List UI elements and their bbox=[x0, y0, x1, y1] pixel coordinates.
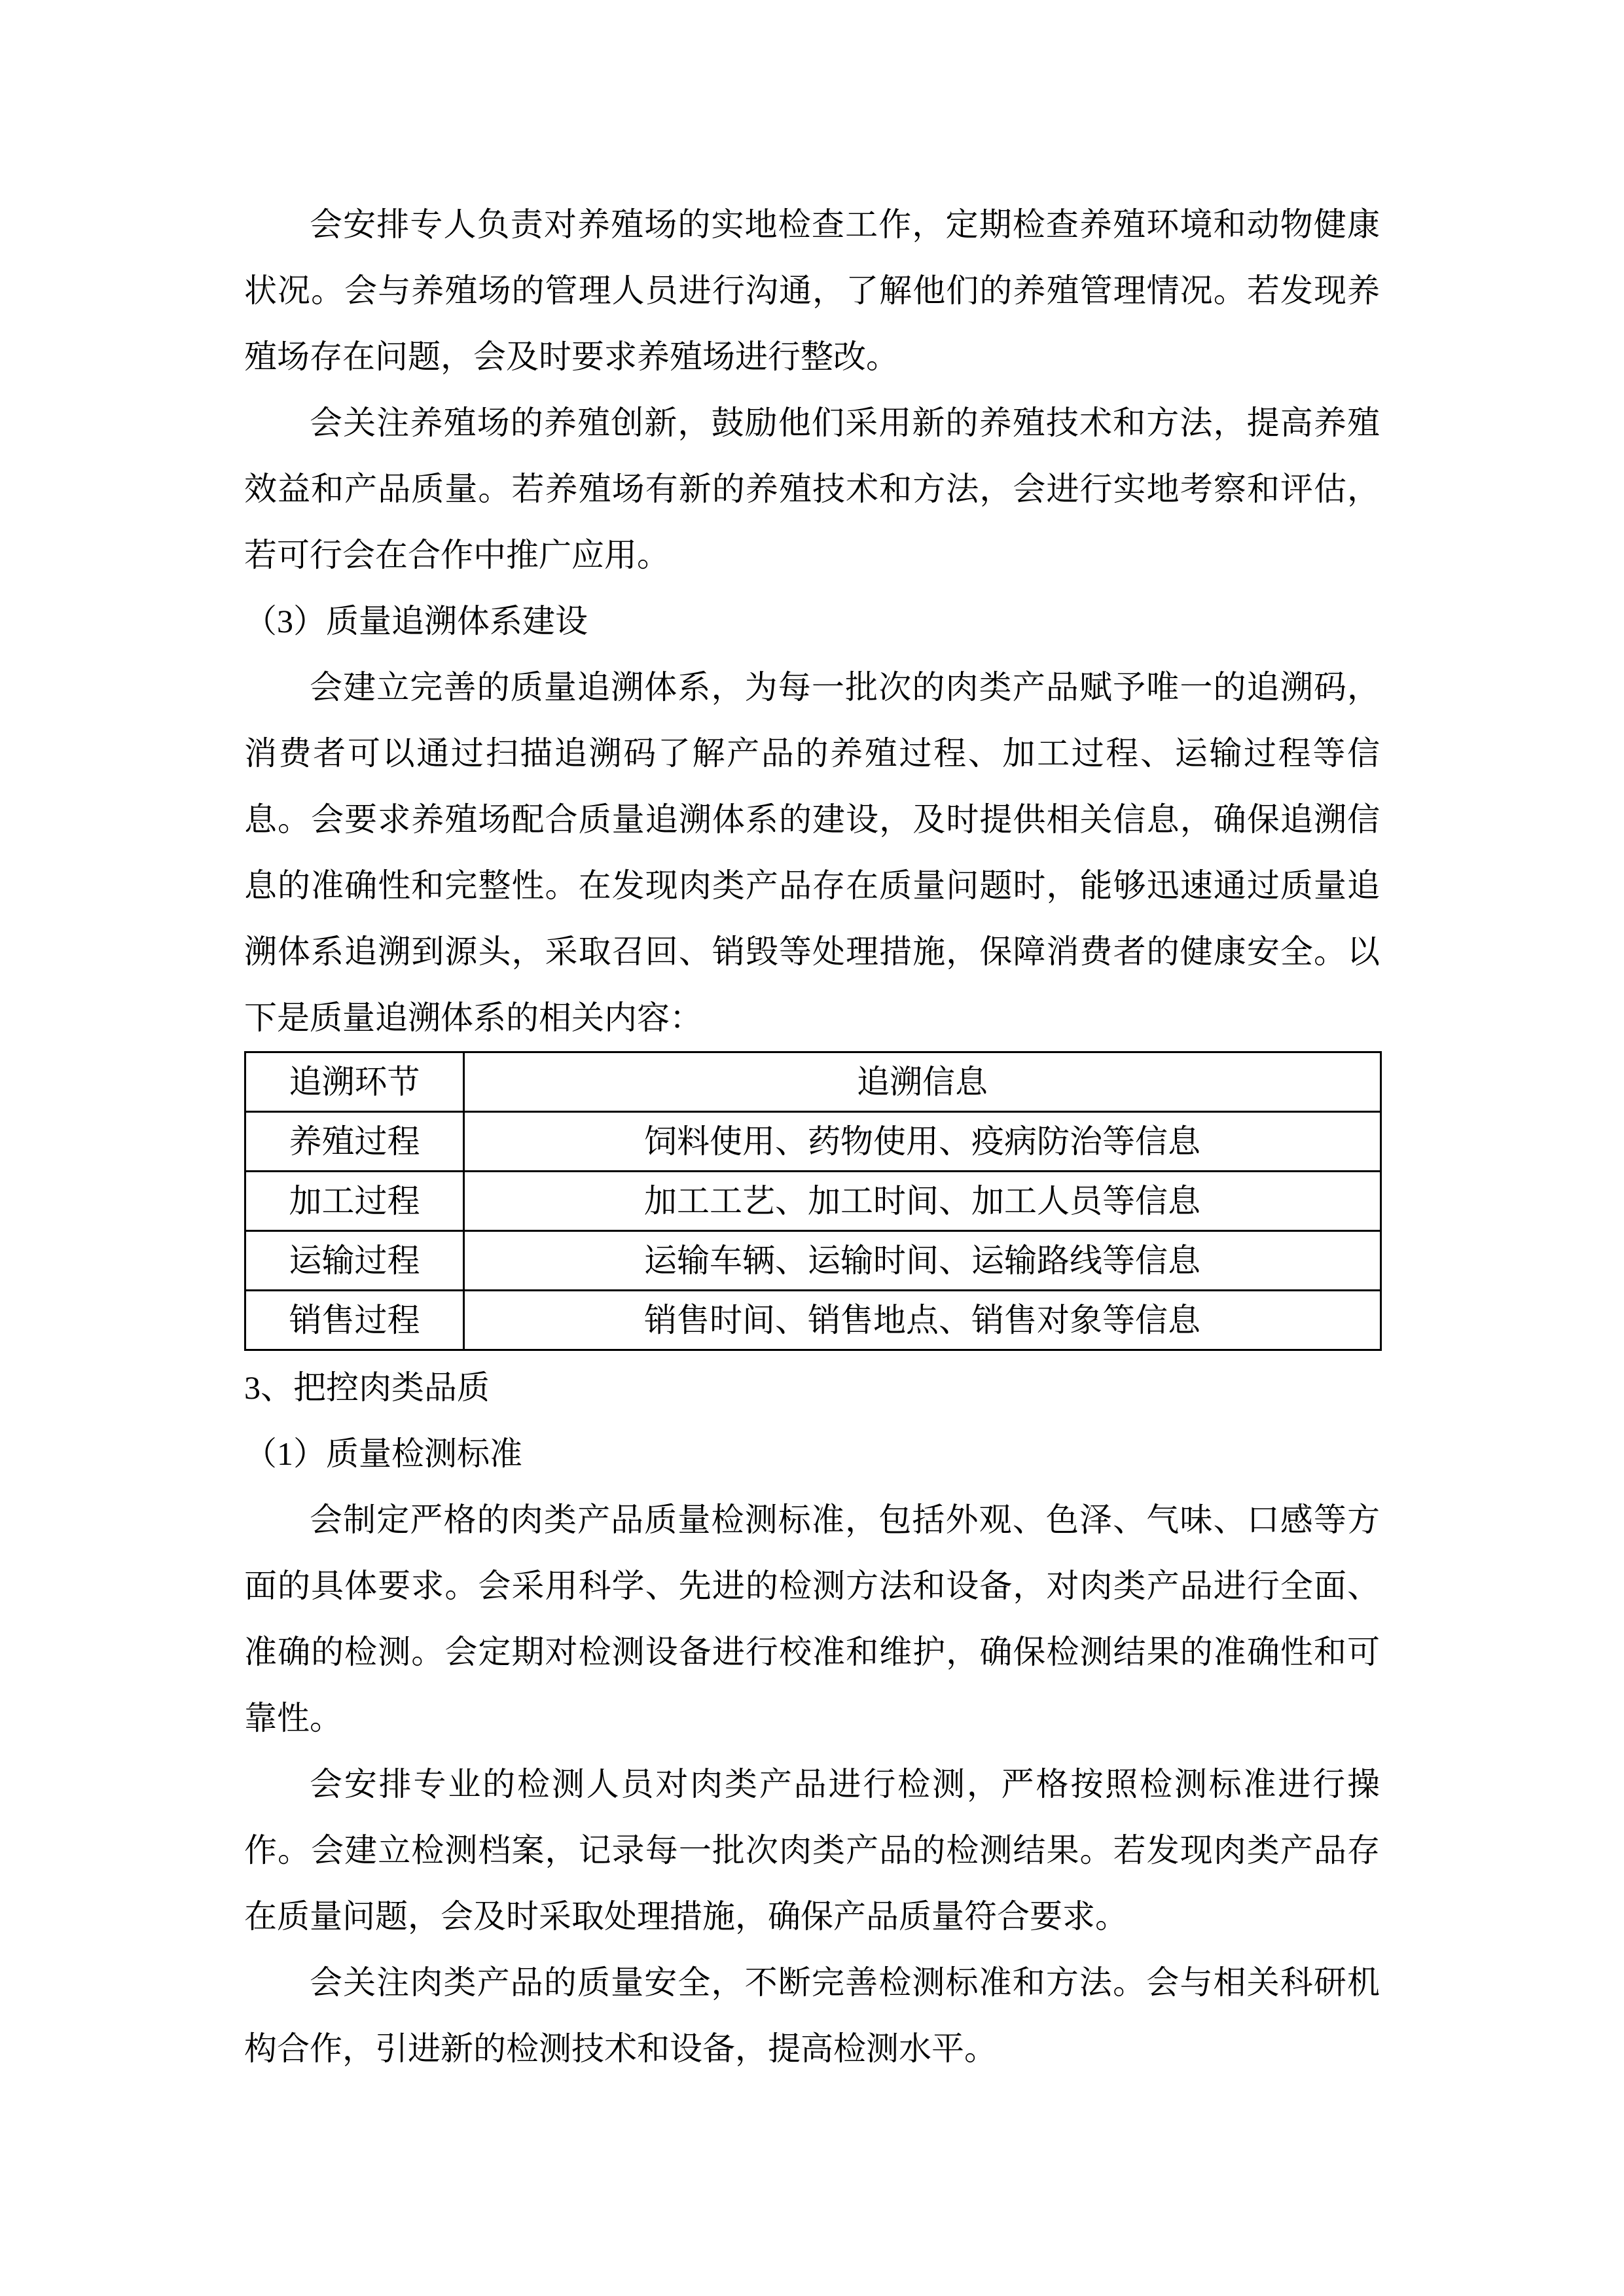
heading-quality-testing-standard: （1）质量检测标准 bbox=[244, 1435, 522, 1472]
paragraph-traceability-system: 会建立完善的质量追溯体系，为每一批次的肉类产品赋予唯一的追溯码，消费者可以通过扫描追溯码了解产品的养殖过程、加工过程、运输过程等信息。会要求养殖场配合质量追溯体系的建设，及时提供相关信息，确保追溯信息的准确性和完整性。在发现肉类产品存在质量问题时，能够迅速通过质量追溯体系追溯到源头，采取召回、销毁等处理措施，保障消费者的健康安全。以下是质量追溯体系的相关内容： bbox=[244, 669, 1380, 1036]
paragraph-testing-improvement: 会关注肉类产品的质量安全，不断完善检测标准和方法。会与相关科研机构合作，引进新的检测技术和设备，提高检测水平。 bbox=[244, 1964, 1380, 2067]
table-row bbox=[245, 1291, 1381, 1350]
table-row bbox=[245, 1172, 1381, 1231]
paragraph-farm-inspection: 会安排专人负责对养殖场的实地检查工作，定期检查养殖环境和动物健康状况。会与养殖场的管理人员进行沟通，了解他们的养殖管理情况。若发现养殖场存在问题，会及时要求养殖场进行整改。 bbox=[244, 206, 1380, 375]
table-cell-info: 加工工艺、加工时间、加工人员等信息 bbox=[464, 1172, 1381, 1231]
table-cell-info: 销售时间、销售地点、销售对象等信息 bbox=[464, 1291, 1381, 1350]
table-header-row bbox=[245, 1052, 1381, 1112]
table-header-stage: 追溯环节 bbox=[245, 1052, 464, 1112]
traceability-table bbox=[244, 1051, 1382, 1351]
heading-traceability-system: （3）质量追溯体系建设 bbox=[244, 603, 588, 639]
table-cell-stage: 销售过程 bbox=[245, 1291, 464, 1350]
table-cell-info: 运输车辆、运输时间、运输路线等信息 bbox=[464, 1231, 1381, 1291]
paragraph-farm-innovation: 会关注养殖场的养殖创新，鼓励他们采用新的养殖技术和方法，提高养殖效益和产品质量。若养殖场有新的养殖技术和方法，会进行实地考察和评估，若可行会在合作中推广应用。 bbox=[244, 404, 1380, 573]
table-header-info: 追溯信息 bbox=[464, 1052, 1381, 1112]
paragraph-testing-personnel: 会安排专业的检测人员对肉类产品进行检测，严格按照检测标准进行操作。会建立检测档案，记录每一批次肉类产品的检测结果。若发现肉类产品存在质量问题，会及时采取处理措施，确保产品质量符合要求。 bbox=[244, 1766, 1380, 1935]
document-body bbox=[244, 192, 1380, 2082]
heading-meat-quality-control: 3、把控肉类品质 bbox=[244, 1369, 490, 1406]
paragraph-testing-standard: 会制定严格的肉类产品质量检测标准，包括外观、色泽、气味、口感等方面的具体要求。会采用科学、先进的检测方法和设备，对肉类产品进行全面、准确的检测。会定期对检测设备进行校准和维护，确保检测结果的准确性和可靠性。 bbox=[244, 1501, 1380, 1736]
table-cell-stage: 运输过程 bbox=[245, 1231, 464, 1291]
table-cell-info: 饲料使用、药物使用、疫病防治等信息 bbox=[464, 1112, 1381, 1172]
table-row bbox=[245, 1231, 1381, 1291]
table-cell-stage: 养殖过程 bbox=[245, 1112, 464, 1172]
table-cell-stage: 加工过程 bbox=[245, 1172, 464, 1231]
table-row bbox=[245, 1112, 1381, 1172]
